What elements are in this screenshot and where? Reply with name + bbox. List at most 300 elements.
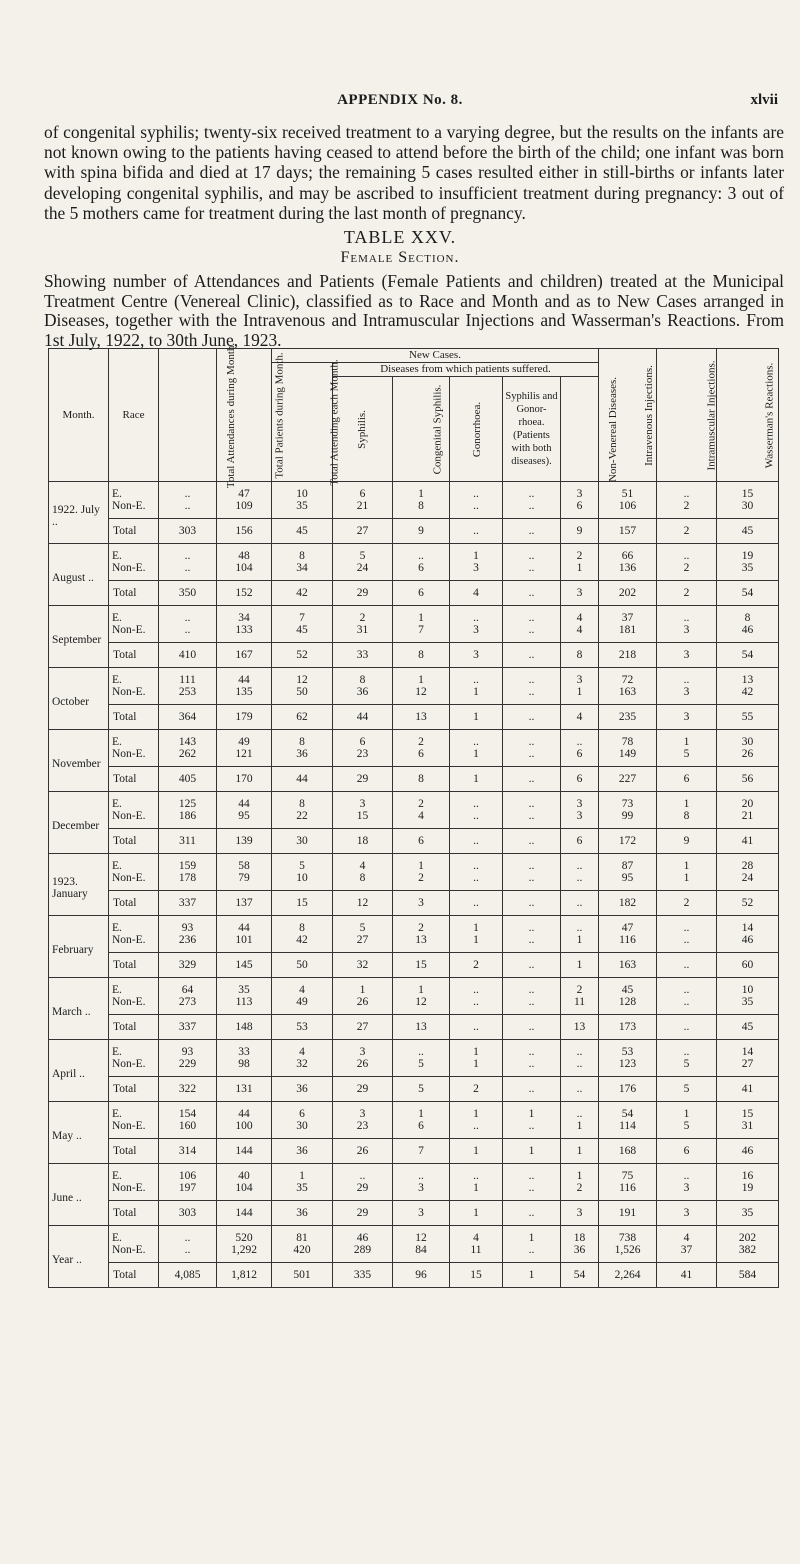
value-cell: 42 — [272, 934, 333, 953]
value-cell: 4 — [393, 810, 450, 829]
value-cell: .. — [503, 934, 561, 953]
value-cell: 50 — [272, 953, 333, 978]
value-cell: .. — [450, 872, 503, 891]
value-cell: 273 — [159, 996, 217, 1015]
value-cell: 4,085 — [159, 1263, 217, 1288]
value-cell: 235 — [599, 705, 657, 730]
value-cell: 66 — [599, 544, 657, 563]
table-total-row — [49, 1015, 779, 1040]
value-cell: .. — [503, 643, 561, 668]
month-cell: 1923. January — [49, 854, 109, 916]
table-row — [49, 1040, 779, 1059]
value-cell: 178 — [159, 872, 217, 891]
value-cell: 1 — [393, 482, 450, 501]
value-cell: 144 — [217, 1201, 272, 1226]
table-row — [49, 748, 779, 767]
race-cell: Total — [109, 1077, 159, 1102]
value-cell: 160 — [159, 1120, 217, 1139]
table-row — [49, 562, 779, 581]
value-cell: 19 — [717, 544, 779, 563]
value-cell: .. — [503, 606, 561, 625]
value-cell: 3 — [561, 581, 599, 606]
value-cell: 13 — [393, 1015, 450, 1040]
value-cell: 3 — [333, 1102, 393, 1121]
value-cell: 335 — [333, 1263, 393, 1288]
value-cell: 2 — [393, 730, 450, 749]
value-cell: 7 — [272, 606, 333, 625]
value-cell: 156 — [217, 519, 272, 544]
value-cell: .. — [503, 1201, 561, 1226]
value-cell: .. — [503, 519, 561, 544]
value-cell: 1 — [450, 1182, 503, 1201]
value-cell: 143 — [159, 730, 217, 749]
value-cell: 12 — [333, 891, 393, 916]
value-cell: 6 — [561, 748, 599, 767]
race-cell: E. — [109, 668, 159, 687]
value-cell: 6 — [333, 730, 393, 749]
value-cell: .. — [450, 996, 503, 1015]
value-cell: .. — [450, 891, 503, 916]
value-cell: 10 — [272, 872, 333, 891]
value-cell: 4 — [272, 1040, 333, 1059]
value-cell: 1 — [657, 872, 717, 891]
value-cell: 93 — [159, 1040, 217, 1059]
value-cell: 4 — [272, 978, 333, 997]
race-cell: Non-E. — [109, 686, 159, 705]
value-cell: 218 — [599, 643, 657, 668]
race-cell: E. — [109, 854, 159, 873]
value-cell: 3 — [657, 1182, 717, 1201]
value-cell: 30 — [717, 730, 779, 749]
value-cell: 49 — [272, 996, 333, 1015]
col-intramuscular: Intramuscular Injections. — [657, 349, 717, 482]
appendix-title: APPENDIX No. 8. — [337, 92, 463, 108]
value-cell: 28 — [717, 854, 779, 873]
value-cell: 15 — [717, 482, 779, 501]
value-cell: 11 — [561, 996, 599, 1015]
table-row — [49, 1226, 779, 1245]
value-cell: 1 — [657, 792, 717, 811]
value-cell: 109 — [217, 500, 272, 519]
race-cell: Total — [109, 1263, 159, 1288]
value-cell: 44 — [333, 705, 393, 730]
month-cell: May .. — [49, 1102, 109, 1164]
value-cell: 2 — [657, 891, 717, 916]
value-cell: 5 — [393, 1077, 450, 1102]
value-cell: .. — [657, 1015, 717, 1040]
value-cell: 32 — [333, 953, 393, 978]
value-cell: .. — [159, 562, 217, 581]
value-cell: 8 — [717, 606, 779, 625]
value-cell: 5 — [393, 1058, 450, 1077]
value-cell: .. — [561, 916, 599, 935]
value-cell: 3 — [657, 1201, 717, 1226]
value-cell: 350 — [159, 581, 217, 606]
value-cell: 12 — [272, 668, 333, 687]
value-cell: 44 — [217, 668, 272, 687]
value-cell: 26 — [717, 748, 779, 767]
value-cell: 9 — [657, 829, 717, 854]
race-cell: E. — [109, 792, 159, 811]
value-cell: .. — [333, 1164, 393, 1183]
value-cell: 32 — [272, 1058, 333, 1077]
value-cell: 6 — [272, 1102, 333, 1121]
value-cell: .. — [159, 1244, 217, 1263]
value-cell: 19 — [717, 1182, 779, 1201]
value-cell: .. — [503, 544, 561, 563]
value-cell: 3 — [333, 1040, 393, 1059]
value-cell: 8 — [272, 730, 333, 749]
value-cell: 738 — [599, 1226, 657, 1245]
value-cell: 137 — [217, 891, 272, 916]
value-cell: 2 — [333, 606, 393, 625]
value-cell: 2 — [561, 544, 599, 563]
value-cell: 329 — [159, 953, 217, 978]
value-cell: 1 — [450, 748, 503, 767]
value-cell: 1 — [450, 1058, 503, 1077]
value-cell: 6 — [561, 767, 599, 792]
value-cell: 6 — [393, 829, 450, 854]
col-syphilis-and-gonorrhoea: Syphilis and Gonor-rhoea. (Patients with both diseases). — [503, 377, 561, 482]
value-cell: 2 — [450, 953, 503, 978]
value-cell: .. — [503, 562, 561, 581]
value-cell: .. — [657, 544, 717, 563]
value-cell: .. — [503, 792, 561, 811]
value-cell: 14 — [717, 916, 779, 935]
value-cell: 44 — [217, 792, 272, 811]
month-cell: December — [49, 792, 109, 854]
value-cell: 75 — [599, 1164, 657, 1183]
value-cell: 81 — [272, 1226, 333, 1245]
value-cell: 30 — [272, 829, 333, 854]
col-gonorrhoea: Gonorrhoea. — [450, 377, 503, 482]
value-cell: 227 — [599, 767, 657, 792]
value-cell: .. — [657, 934, 717, 953]
value-cell: 4 — [450, 1226, 503, 1245]
value-cell: 303 — [159, 519, 217, 544]
value-cell: 3 — [561, 482, 599, 501]
value-cell: 3 — [450, 624, 503, 643]
value-cell: 35 — [717, 1201, 779, 1226]
table-row — [49, 792, 779, 811]
value-cell: 104 — [217, 562, 272, 581]
value-cell: .. — [393, 544, 450, 563]
value-cell: 4 — [561, 606, 599, 625]
table-total-row — [49, 767, 779, 792]
value-cell: 100 — [217, 1120, 272, 1139]
value-cell: 8 — [272, 544, 333, 563]
value-cell: 45 — [717, 519, 779, 544]
table-row — [49, 1164, 779, 1183]
table-row — [49, 854, 779, 873]
value-cell: 21 — [333, 500, 393, 519]
value-cell: 1 — [561, 1120, 599, 1139]
table-row — [49, 810, 779, 829]
table-row — [49, 934, 779, 953]
value-cell: .. — [450, 1120, 503, 1139]
value-cell: 15 — [450, 1263, 503, 1288]
value-cell: 6 — [393, 562, 450, 581]
value-cell: 2 — [657, 500, 717, 519]
value-cell: .. — [159, 624, 217, 643]
value-cell: 55 — [717, 705, 779, 730]
race-cell: Non-E. — [109, 1120, 159, 1139]
value-cell: .. — [450, 978, 503, 997]
value-cell: 7 — [393, 1139, 450, 1164]
value-cell: 1 — [657, 854, 717, 873]
value-cell: 4 — [333, 854, 393, 873]
table-row — [49, 668, 779, 687]
value-cell: 1 — [393, 606, 450, 625]
value-cell: 42 — [272, 581, 333, 606]
value-cell: 12 — [393, 686, 450, 705]
value-cell: 49 — [217, 730, 272, 749]
value-cell: .. — [657, 916, 717, 935]
race-cell: E. — [109, 482, 159, 501]
value-cell: .. — [450, 668, 503, 687]
value-cell: 23 — [333, 1120, 393, 1139]
page-header — [0, 92, 800, 112]
table-total-row — [49, 643, 779, 668]
value-cell: 133 — [217, 624, 272, 643]
value-cell: 311 — [159, 829, 217, 854]
value-cell: 172 — [599, 829, 657, 854]
value-cell: .. — [561, 1040, 599, 1059]
value-cell: 1 — [561, 934, 599, 953]
value-cell: 229 — [159, 1058, 217, 1077]
value-cell: 2 — [393, 792, 450, 811]
col-wasserman: Wasserman's Reactions. — [717, 349, 779, 482]
month-cell: March .. — [49, 978, 109, 1040]
value-cell: 113 — [217, 996, 272, 1015]
value-cell: 1 — [450, 1102, 503, 1121]
value-cell: .. — [657, 606, 717, 625]
value-cell: 54 — [599, 1102, 657, 1121]
value-cell: 93 — [159, 916, 217, 935]
value-cell: 6 — [333, 482, 393, 501]
value-cell: 8 — [393, 767, 450, 792]
value-cell: .. — [657, 1040, 717, 1059]
month-cell: February — [49, 916, 109, 978]
value-cell: 191 — [599, 1201, 657, 1226]
value-cell: 1 — [657, 730, 717, 749]
value-cell: 1 — [503, 1226, 561, 1245]
value-cell: 26 — [333, 1139, 393, 1164]
value-cell: .. — [503, 916, 561, 935]
value-cell: 87 — [599, 854, 657, 873]
value-cell: 1 — [561, 953, 599, 978]
value-cell: 6 — [657, 1139, 717, 1164]
value-cell: 54 — [561, 1263, 599, 1288]
race-cell: Total — [109, 891, 159, 916]
race-cell: Non-E. — [109, 624, 159, 643]
value-cell: .. — [450, 854, 503, 873]
value-cell: 2 — [657, 581, 717, 606]
value-cell: 6 — [561, 829, 599, 854]
value-cell: 131 — [217, 1077, 272, 1102]
table-row — [49, 606, 779, 625]
value-cell: 253 — [159, 686, 217, 705]
table-title: TABLE XXV. — [343, 227, 457, 247]
value-cell: .. — [450, 606, 503, 625]
value-cell: 104 — [217, 1182, 272, 1201]
value-cell: 314 — [159, 1139, 217, 1164]
table-row — [49, 996, 779, 1015]
value-cell: 46 — [333, 1226, 393, 1245]
race-cell: Total — [109, 705, 159, 730]
value-cell: 26 — [333, 1058, 393, 1077]
value-cell: 62 — [272, 705, 333, 730]
month-cell: 1922. July .. — [49, 482, 109, 544]
value-cell: 29 — [333, 1182, 393, 1201]
value-cell: 186 — [159, 810, 217, 829]
value-cell: .. — [159, 544, 217, 563]
value-cell: 42 — [717, 686, 779, 705]
value-cell: 56 — [717, 767, 779, 792]
value-cell: .. — [503, 1120, 561, 1139]
value-cell: .. — [657, 996, 717, 1015]
value-cell: 23 — [333, 748, 393, 767]
value-cell: 3 — [657, 686, 717, 705]
value-cell: 114 — [599, 1120, 657, 1139]
value-cell: 40 — [217, 1164, 272, 1183]
race-cell: Total — [109, 829, 159, 854]
value-cell: 8 — [561, 643, 599, 668]
value-cell: .. — [503, 978, 561, 997]
value-cell: .. — [503, 705, 561, 730]
value-cell: .. — [503, 686, 561, 705]
value-cell: 5 — [272, 854, 333, 873]
value-cell: 73 — [599, 792, 657, 811]
value-cell: 78 — [599, 730, 657, 749]
attendance-table — [48, 342, 779, 1288]
value-cell: 405 — [159, 767, 217, 792]
value-cell: 10 — [272, 482, 333, 501]
value-cell: 1 — [450, 544, 503, 563]
table-row — [49, 872, 779, 891]
table-row — [49, 500, 779, 519]
value-cell: 15 — [333, 810, 393, 829]
col-month: Month. — [49, 349, 109, 482]
value-cell: .. — [561, 730, 599, 749]
value-cell: 12 — [393, 1226, 450, 1245]
value-cell: 52 — [272, 643, 333, 668]
race-cell: E. — [109, 1164, 159, 1183]
value-cell: .. — [503, 996, 561, 1015]
value-cell: 37 — [657, 1244, 717, 1263]
value-cell: 6 — [393, 581, 450, 606]
race-cell: E. — [109, 1102, 159, 1121]
value-cell: .. — [657, 668, 717, 687]
value-cell: 159 — [159, 854, 217, 873]
value-cell: 1,812 — [217, 1263, 272, 1288]
race-cell: Non-E. — [109, 562, 159, 581]
value-cell: 3 — [561, 668, 599, 687]
value-cell: 6 — [657, 767, 717, 792]
value-cell: .. — [561, 872, 599, 891]
value-cell: .. — [657, 482, 717, 501]
value-cell: .. — [657, 1164, 717, 1183]
value-cell: 3 — [561, 810, 599, 829]
value-cell: 181 — [599, 624, 657, 643]
value-cell: 47 — [217, 482, 272, 501]
value-cell: .. — [503, 767, 561, 792]
value-cell: 41 — [717, 829, 779, 854]
value-cell: 44 — [272, 767, 333, 792]
value-cell: 1 — [393, 854, 450, 873]
value-cell: 1 — [561, 1164, 599, 1183]
race-cell: E. — [109, 1226, 159, 1245]
value-cell: 35 — [272, 500, 333, 519]
value-cell: .. — [503, 730, 561, 749]
value-cell: 34 — [272, 562, 333, 581]
col-total-attendances: Total Attendances during Month. — [159, 349, 217, 482]
month-cell: August .. — [49, 544, 109, 606]
value-cell: 13 — [561, 1015, 599, 1040]
value-cell: 14 — [717, 1040, 779, 1059]
value-cell: 10 — [717, 978, 779, 997]
value-cell: .. — [503, 872, 561, 891]
value-cell: 202 — [599, 581, 657, 606]
value-cell: 136 — [599, 562, 657, 581]
value-cell: 121 — [217, 748, 272, 767]
race-cell: Total — [109, 519, 159, 544]
value-cell: .. — [503, 854, 561, 873]
value-cell: 1 — [450, 767, 503, 792]
value-cell: 13 — [717, 668, 779, 687]
value-cell: 1 — [450, 1040, 503, 1059]
value-cell: 53 — [272, 1015, 333, 1040]
race-cell: Total — [109, 1015, 159, 1040]
value-cell: .. — [503, 1040, 561, 1059]
table-row — [49, 1120, 779, 1139]
value-cell: 1 — [450, 686, 503, 705]
value-cell: 36 — [272, 748, 333, 767]
value-cell: 289 — [333, 1244, 393, 1263]
table-total-row — [49, 1139, 779, 1164]
value-cell: .. — [561, 854, 599, 873]
race-cell: Non-E. — [109, 748, 159, 767]
value-cell: 182 — [599, 891, 657, 916]
value-cell: 1 — [450, 934, 503, 953]
table-total-row — [49, 829, 779, 854]
value-cell: 7 — [393, 624, 450, 643]
value-cell: 30 — [717, 500, 779, 519]
value-cell: .. — [450, 810, 503, 829]
value-cell: 36 — [272, 1077, 333, 1102]
value-cell: 176 — [599, 1077, 657, 1102]
value-cell: 123 — [599, 1058, 657, 1077]
value-cell: 51 — [599, 482, 657, 501]
value-cell: 364 — [159, 705, 217, 730]
value-cell: 8 — [657, 810, 717, 829]
value-cell: 29 — [333, 767, 393, 792]
value-cell: 3 — [657, 705, 717, 730]
value-cell: 144 — [217, 1139, 272, 1164]
table-row — [49, 1058, 779, 1077]
table-row — [49, 686, 779, 705]
table-row — [49, 1182, 779, 1201]
value-cell: .. — [159, 1226, 217, 1245]
value-cell: 46 — [717, 934, 779, 953]
value-cell: 1 — [333, 978, 393, 997]
value-cell: 6 — [393, 1120, 450, 1139]
value-cell: 303 — [159, 1201, 217, 1226]
value-cell: 116 — [599, 934, 657, 953]
value-cell: 1 — [561, 1139, 599, 1164]
value-cell: 13 — [393, 934, 450, 953]
table-row — [49, 1102, 779, 1121]
